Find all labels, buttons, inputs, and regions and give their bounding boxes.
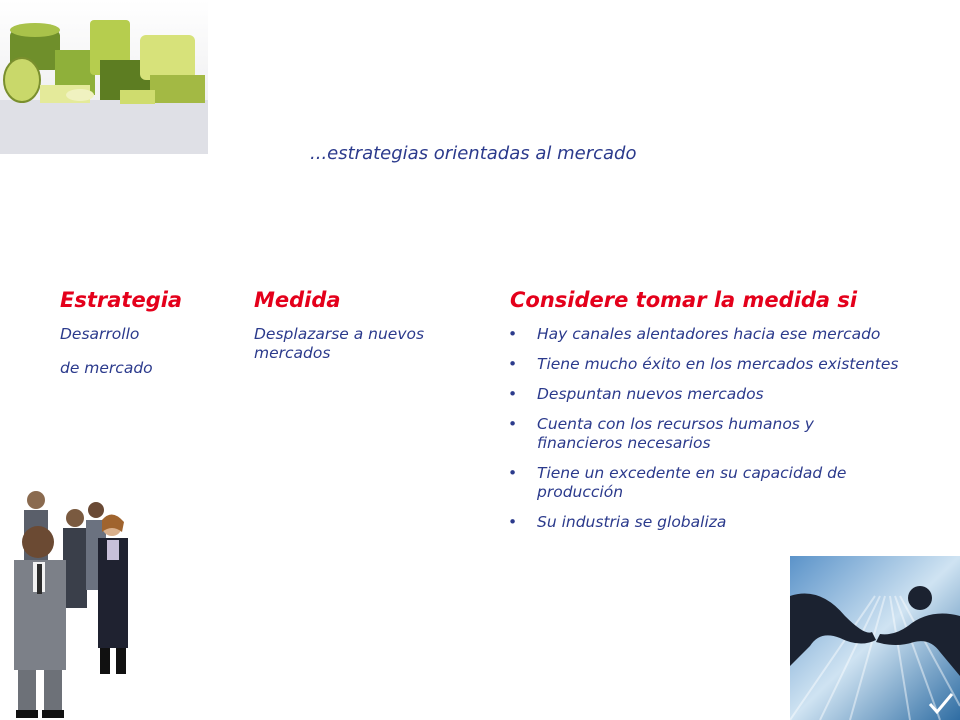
bullet-icon: • <box>508 464 518 482</box>
condition-text: Despuntan nuevos mercados <box>537 385 764 403</box>
strategy-header: Estrategia <box>60 288 183 312</box>
condition-text: Cuenta con los recursos humanos y financieros necesarios <box>537 415 814 452</box>
consider-header: Considere tomar la medida si <box>510 288 858 312</box>
slide-subtitle: ...estrategias orientadas al mercado <box>310 143 637 164</box>
list-item <box>508 464 903 502</box>
condition-text: Su industria se globaliza <box>537 513 727 531</box>
bullet-icon: • <box>508 513 518 531</box>
strategy-line-2: de mercado <box>60 359 153 377</box>
condition-text: Tiene mucho éxito en los mercados existentes <box>537 355 899 373</box>
bullet-icon: • <box>508 415 518 433</box>
bullet-icon: • <box>508 325 518 343</box>
list-item <box>508 325 903 344</box>
products-photo <box>0 0 208 154</box>
measure-line-1: Desplazarse a nuevos <box>254 325 425 343</box>
measure-line-2: mercados <box>254 344 331 362</box>
list-item <box>508 415 903 453</box>
list-item <box>508 355 903 374</box>
condition-text: Hay canales alentadores hacia ese mercado <box>537 325 881 343</box>
list-item <box>508 513 903 532</box>
condition-text: Tiene un excedente en su capacidad de producción <box>537 464 847 501</box>
handshake-photo <box>790 556 960 720</box>
conditions-list <box>508 325 903 543</box>
business-people-photo <box>0 484 142 720</box>
measure-header: Medida <box>254 288 341 312</box>
bullet-icon: • <box>508 355 518 373</box>
strategy-line-1: Desarrollo <box>60 325 140 343</box>
list-item <box>508 385 903 404</box>
bullet-icon: • <box>508 385 518 403</box>
